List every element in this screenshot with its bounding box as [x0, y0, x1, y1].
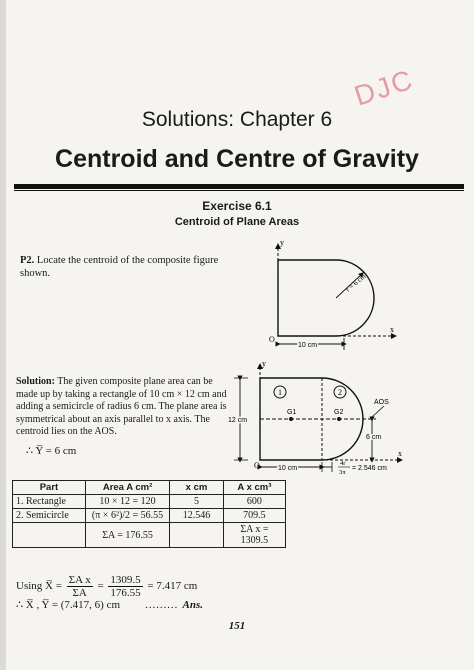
- exercise-heading: Exercise 6.1: [202, 199, 272, 213]
- fig2-width-label: 10 cm: [278, 465, 298, 472]
- fig2-offset-den: 3π: [339, 469, 346, 476]
- table-row: [13, 495, 286, 509]
- fig1-width-label: 10 cm: [298, 342, 318, 349]
- table-cell: 709.5: [223, 509, 285, 523]
- solution-label: Solution:: [16, 376, 55, 387]
- table-cell: ΣA = 176.55: [85, 523, 169, 548]
- fraction-den: ΣA: [72, 587, 87, 599]
- table-cell: 12.546: [170, 509, 224, 523]
- fraction-den: 176.55: [110, 587, 141, 599]
- fig1-y-label: y: [280, 238, 284, 247]
- fig2-height-label: 12 cm: [228, 417, 248, 424]
- centroid-formula: [16, 574, 197, 599]
- fraction-symbolic: [67, 574, 93, 599]
- problem-statement: [20, 254, 225, 280]
- fraction-num: 1309.5: [110, 574, 141, 586]
- solution-text: [16, 376, 231, 439]
- table-cell: 2. Semicircle: [13, 509, 86, 523]
- fraction-num: ΣA x: [68, 574, 91, 586]
- table-cell: [13, 523, 86, 548]
- table-cell: 1. Rectangle: [13, 495, 86, 509]
- fig2-g2-label: G2: [334, 409, 344, 416]
- results-table: [12, 480, 286, 548]
- final-answer: [16, 598, 203, 611]
- problem-label: P2.: [20, 255, 35, 266]
- fig2-aos-label: AOS: [374, 399, 389, 406]
- fraction-numeric: [108, 574, 142, 599]
- main-title: Centroid and Centre of Gravity: [55, 145, 419, 173]
- table-row: [13, 509, 286, 523]
- solution-body: The given composite plane area can be made up by taking a rectangle of 10 cm × 12 cm and adding a semicircle of radius 6 cm. The plane area is symmetrical about an axis parallel to x axis. The centroid lies on the AOS.: [16, 376, 227, 437]
- answer-text: ∴ X̅ , Y̅ = (7.417, 6) cm: [16, 599, 121, 611]
- section-subheading: Centroid of Plane Areas: [174, 216, 300, 228]
- fig2-radius-label: 6 cm: [366, 434, 382, 441]
- answer-label: Ans.: [182, 599, 204, 611]
- answer-dots: ………: [144, 599, 178, 611]
- fig2-part2-label: 2: [338, 388, 342, 397]
- problem-text: Locate the centroid of the composite figure shown.: [20, 255, 219, 279]
- table-cell: ΣA x = 1309.5: [223, 523, 285, 548]
- watermark: DJC: [350, 63, 418, 112]
- chapter-title: Solutions: Chapter 6: [141, 108, 333, 131]
- table-row: [13, 523, 286, 548]
- title-rule-thick: [14, 184, 464, 189]
- binding-margin: [0, 0, 6, 670]
- col-x: x cm: [170, 481, 224, 495]
- fig2-offset-num: 4r: [340, 460, 346, 467]
- table-cell: (π × 6²)/2 = 56.55: [85, 509, 169, 523]
- fig2-x-label: x: [398, 449, 402, 458]
- title-rule-thin: [14, 190, 464, 191]
- fig1-radius-label: r = 6 cm: [344, 272, 368, 294]
- fig2-offset-value: = 2.546 cm: [352, 465, 387, 472]
- equals-sign: =: [55, 580, 62, 593]
- page-number: 151: [228, 620, 246, 632]
- fig2-part1-label: 1: [278, 388, 282, 397]
- fig2-origin-label: O: [254, 461, 260, 470]
- formula-result: = 7.417 cm: [147, 580, 198, 593]
- table-cell: [170, 523, 224, 548]
- fig1-x-label: x: [390, 325, 394, 334]
- fig1-origin-label: O: [269, 335, 275, 344]
- figure-composite-shape: [254, 236, 404, 354]
- fig2-y-label: y: [262, 360, 266, 368]
- table-header-row: [13, 481, 286, 495]
- figure-solution-diagram: [226, 360, 464, 482]
- xbar-symbol: X̅: [45, 580, 53, 593]
- table-cell: 10 × 12 = 120: [85, 495, 169, 509]
- table-cell: 600: [223, 495, 285, 509]
- equals-sign: =: [97, 580, 104, 593]
- table-cell: 5: [170, 495, 224, 509]
- col-part: Part: [13, 481, 86, 495]
- col-area: Area A cm²: [85, 481, 169, 495]
- fig2-g1-label: G1: [287, 409, 297, 416]
- col-ax: A x cm³: [223, 481, 285, 495]
- ybar-result: ∴ Y̅ = 6 cm: [26, 445, 77, 457]
- using-word: Using: [16, 580, 43, 593]
